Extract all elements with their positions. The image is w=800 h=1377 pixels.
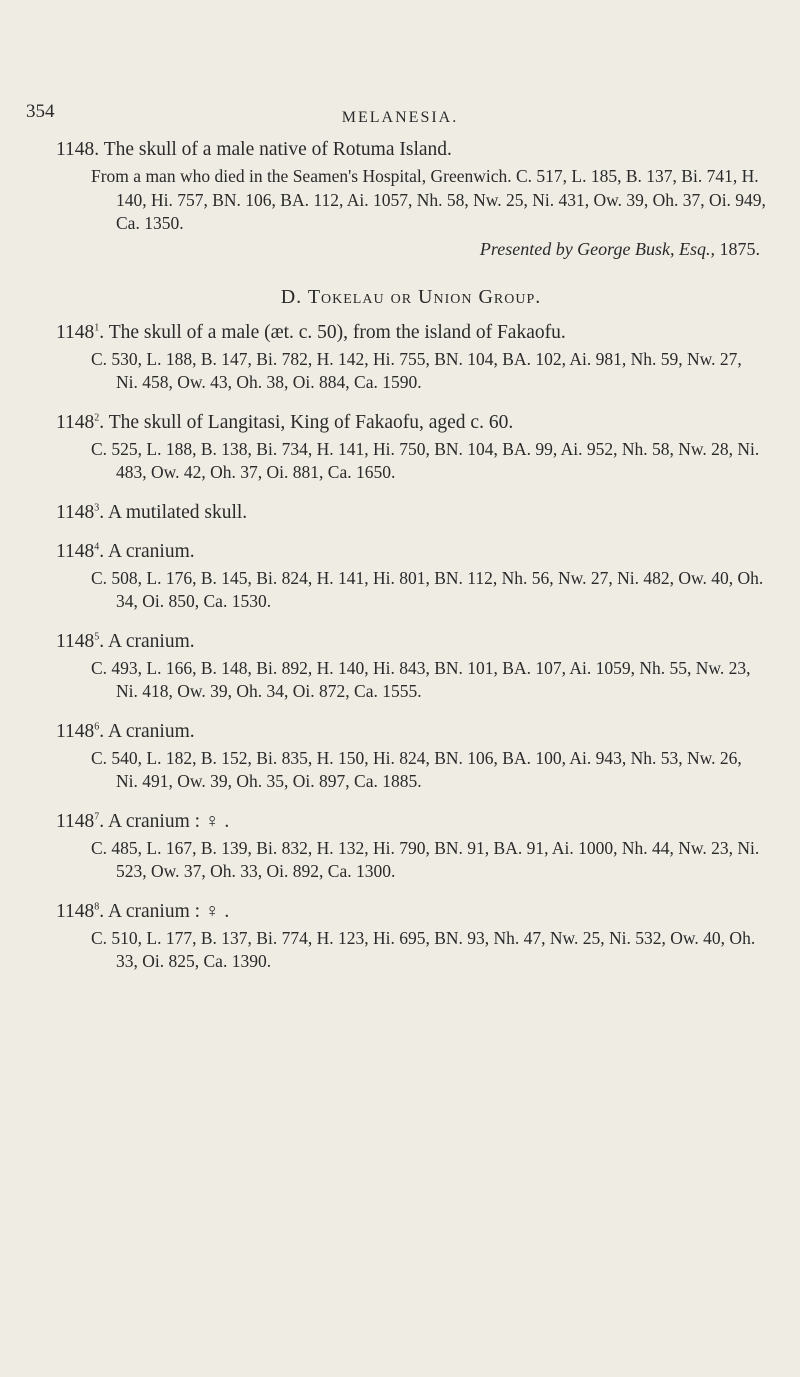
page-content [56, 137, 766, 974]
credit-text: Presented by George Busk, Esq., [479, 238, 715, 259]
entry-number: 1148. [56, 139, 100, 160]
entry-number: 1148 [56, 411, 95, 433]
entry-number: 1148 [56, 900, 95, 922]
catalogue-entry-1148 [56, 137, 766, 261]
entry-sub-number: 5 [94, 631, 100, 642]
entry-title: 1148$^4$. A cranium. [56, 540, 195, 562]
entry-number: 1148 [56, 540, 95, 562]
entry-number: 1148 [56, 810, 95, 832]
entry-number: 1148 [56, 321, 95, 343]
catalogue-entry-1148-5 [56, 629, 766, 704]
section-heading: D. Tokelau or Union Group. [280, 285, 542, 308]
entry-number: 1148 [56, 630, 95, 652]
entry-sub-number: 7 [94, 811, 100, 822]
entry-sub-number: 2 [94, 412, 100, 423]
catalogue-entry-1148-6 [56, 719, 766, 794]
entry-title: 1148$^5$. A cranium. [56, 630, 195, 652]
entry-sub-number: 6 [94, 721, 100, 732]
entry-title: 1148$^1$. The skull of a male (æt. c. 50), from the island of Fakaofu. [56, 321, 566, 343]
catalogue-entry-1148-8 [56, 899, 766, 974]
entry-number: 1148 [56, 501, 95, 523]
entry-measurements: C. 510, L. 177, B. 137, Bi. 774, H. 123, Hi. 695, BN. 93, Nh. 47, Nw. 25, Ni. 532, Ow. 40, Oh. 33, Oi. 825, Ca. 1390. [91, 927, 756, 971]
running-head: MELANESIA. [341, 109, 459, 126]
entry-title: 1148$^8$. A cranium : ♀ . [56, 900, 230, 922]
credit-year: 1875. [719, 238, 760, 259]
entry-measurements: C. 485, L. 167, B. 139, Bi. 832, H. 132, Hi. 790, BN. 91, BA. 91, Ai. 1000, Nh. 44, Nw. 23, Ni. 523, Ow. 37, Oh. 33, Oi. 892, Ca. 1300. [91, 837, 760, 881]
entry-sub-number: 4 [94, 541, 100, 552]
entry-title [56, 137, 766, 163]
catalogue-entry-1148-7 [56, 809, 766, 884]
entry-description: A cranium. [107, 720, 195, 742]
entry-sub-number: 3 [94, 502, 100, 513]
entry-measurements: C. 530, L. 188, B. 147, Bi. 782, H. 142, Hi. 755, BN. 104, BA. 102, Ai. 981, Nh. 59, Nw. 27, Ni. 458, Ow. 43, Oh. 38, Oi. 884, Ca. 1590. [91, 348, 742, 392]
catalogue-entry-1148-1 [56, 320, 766, 395]
catalogue-entry-1148-4 [56, 539, 766, 614]
entry-measurements: C. 493, L. 166, B. 148, Bi. 892, H. 140, Hi. 843, BN. 101, BA. 107, Ai. 1059, Nh. 55, Nw. 23, Ni. 418, Ow. 39, Oh. 34, Oi. 872, Ca. 1555. [91, 657, 751, 701]
entry-measurements: C. 525, L. 188, B. 138, Bi. 734, H. 141, Hi. 750, BN. 104, BA. 99, Ai. 952, Nh. 58, Nw. 28, Ni. 483, Ow. 42, Oh. 37, Oi. 881, Ca. 1650. [91, 438, 760, 482]
entry-description: The skull of Langitasi, King of Fakaofu, aged c. 60. [108, 411, 514, 433]
entry-description: A cranium : ♀ . [107, 810, 230, 832]
entry-measurements: From a man who died in the Seamen's Hospital, Greenwich. C. 517, L. 185, B. 137, Bi. 741, H. 140, Hi. 757, BN. 106, BA. 112, Ai. 1057, Nh. 58, Nw. 25, Ni. 431, Ow. 39, Oh. 37, Oi. 949, Ca. 1350. [91, 166, 766, 233]
catalogue-entry-1148-2 [56, 410, 766, 485]
entry-description: The skull of a male native of Rotuma Island. [103, 139, 452, 160]
entry-description: A cranium. [107, 540, 195, 562]
entry-description: A mutilated skull. [107, 501, 248, 523]
entry-title: 1148$^6$. A cranium. [56, 720, 195, 742]
entry-title: 1148$^7$. A cranium : ♀ . [56, 810, 230, 832]
entry-title: 1148$^2$. The skull of Langitasi, King of Fakaofu, aged c. 60. [56, 411, 514, 433]
entry-credit [56, 237, 766, 261]
entry-description: A cranium : ♀ . [107, 900, 230, 922]
entry-title: 1148$^3$. A mutilated skull. [56, 501, 248, 523]
entry-sub-number: 1 [94, 322, 100, 333]
page-number: 354 [26, 101, 55, 122]
entry-number: 1148 [56, 720, 95, 742]
entry-measurements: C. 540, L. 182, B. 152, Bi. 835, H. 150, Hi. 824, BN. 106, BA. 100, Ai. 943, Nh. 53, Nw. 26, Ni. 491, Ow. 39, Oh. 35, Oi. 897, Ca. 1885. [91, 747, 742, 791]
entry-description: A cranium. [107, 630, 195, 652]
catalogue-entry-1148-3 [56, 500, 766, 526]
entry-description: The skull of a male (æt. c. 50), from the island of Fakaofu. [108, 321, 566, 343]
entry-sub-number: 8 [94, 901, 100, 912]
entry-measurements: C. 508, L. 176, B. 145, Bi. 824, H. 141, Hi. 801, BN. 112, Nh. 56, Nw. 27, Ni. 482, Ow. 40, Oh. 34, Oi. 850, Ca. 1530. [91, 567, 764, 611]
